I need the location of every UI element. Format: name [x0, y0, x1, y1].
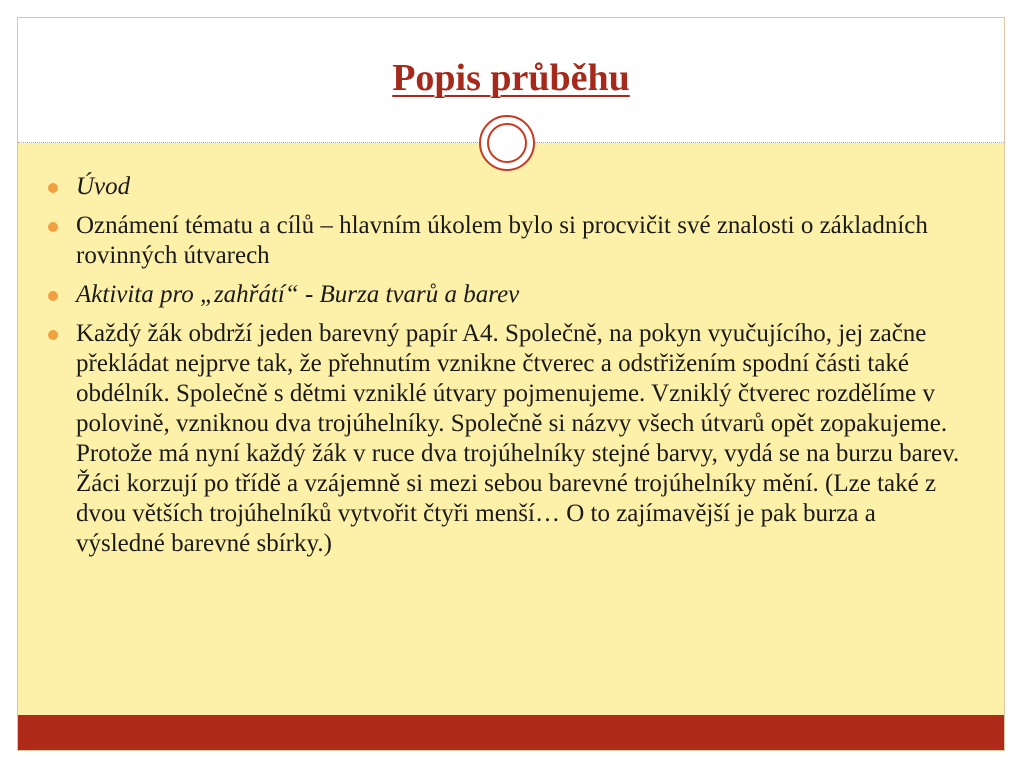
bullet-dot-icon	[48, 291, 58, 301]
bullet-item-popis	[40, 319, 970, 559]
bullet-text: Každý žák obdrží jeden barevný papír A4. Společně, na pokyn vyučujícího, jej začne překládat nejprve tak, že přehnutím vznikne čtverec a odstřižením spodní části také obdélník. Společně s dětmi vzniklé útvary pojmenujeme. Vzniklý čtverec rozdělíme v polovině, vzniknou dva trojúhelníky. Společně si názvy všech útvarů opět zopakujeme. Protože má nyní každý žák v ruce dva trojúhelníky stejné barvy, vydá se na burzu barev. Žáci korzují po třídě a vzájemně si mezi sebou barevné trojúhelníky mění. (Lze také z dvou větších trojúhelníků vytvořit čtyři menší… O to zajímavější je pak burza a výsledné barevné sbírky.)	[76, 320, 960, 557]
bullet-text: Úvod	[76, 173, 131, 200]
bullet-text: Aktivita pro „zahřátí“ - Burza tvarů a barev	[76, 281, 520, 308]
bullet-dot-icon	[48, 222, 58, 232]
circle-ornament-icon	[479, 115, 535, 171]
bullet-item-oznameni	[40, 211, 970, 271]
bullet-dot-icon	[48, 183, 58, 193]
bullet-dot-icon	[48, 330, 58, 340]
bullet-item-uvod	[40, 172, 970, 202]
bullet-text: Oznámení tématu a cílů – hlavním úkolem bylo si procvičit své znalosti o základních rovinných útvarech	[76, 212, 928, 269]
bullet-list	[40, 172, 970, 568]
slide-title: Popis průběhu	[392, 57, 630, 99]
bottom-bar	[18, 715, 1004, 750]
bullet-item-aktivita	[40, 280, 970, 310]
